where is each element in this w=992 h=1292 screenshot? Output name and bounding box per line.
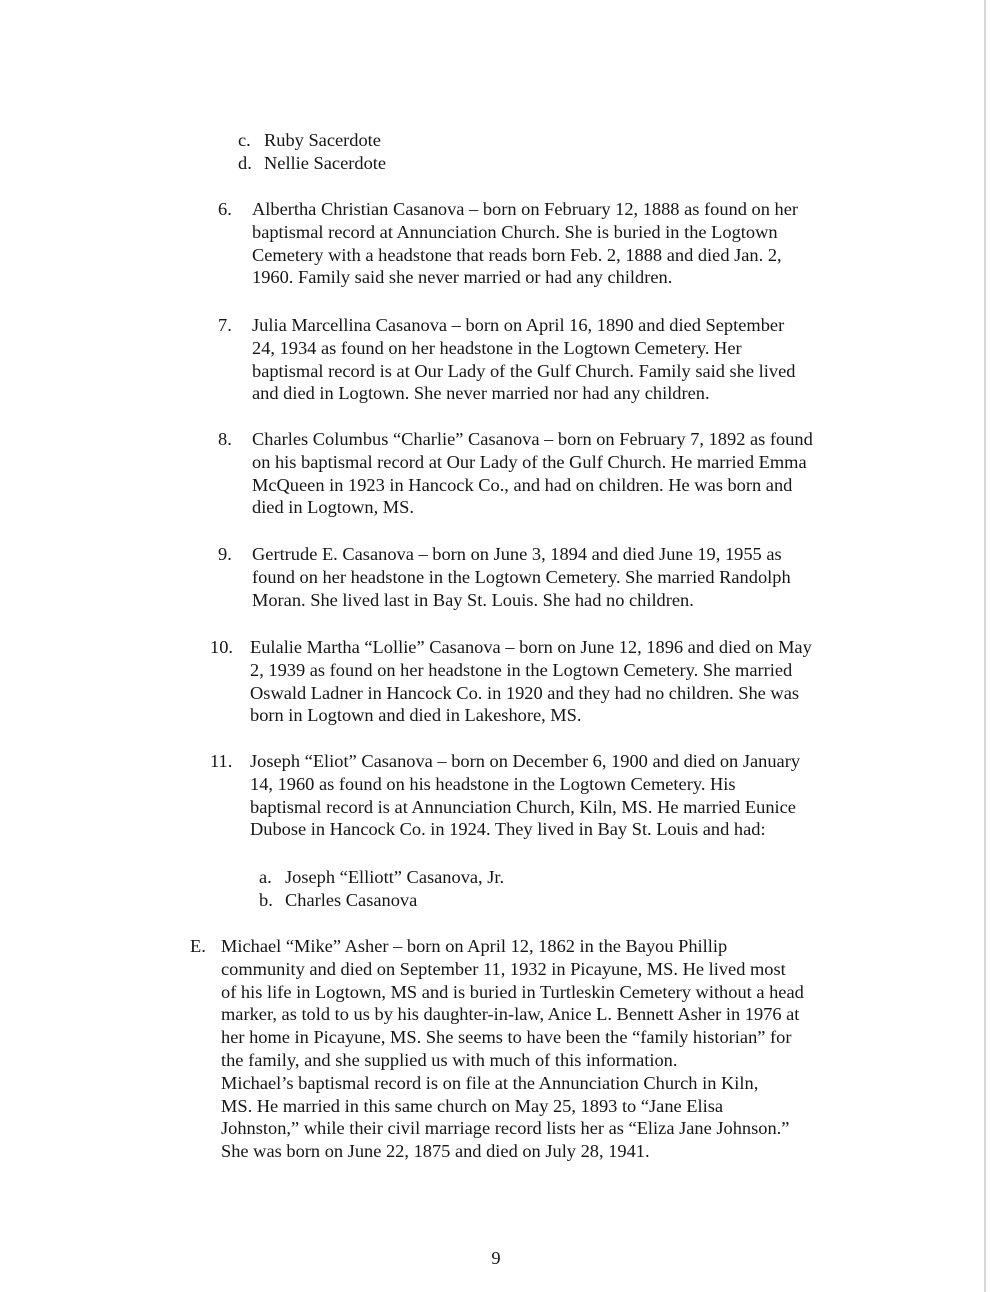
scan-edge-line	[984, 0, 986, 1292]
entry-11	[210, 750, 878, 841]
page-number: 9	[491, 1248, 501, 1268]
section-e	[190, 935, 870, 1163]
sub-item-d	[238, 152, 618, 175]
list-marker: 7.	[218, 315, 232, 335]
list-marker: 6.	[218, 199, 232, 219]
list-item-text: Ruby Sacerdote	[264, 130, 381, 150]
entry-text: Joseph “Eliot” Casanova – born on December 6, 1900 and died on January 14, 1960 as found on his headstone in the Logtown Cemetery. His baptismal record is at Annunciation Church, Kiln, MS. He married Eunice Dubose in Hancock Co. in 1924. They lived in Bay St. Louis and had:	[250, 751, 801, 840]
list-marker: d.	[238, 153, 252, 173]
list-marker: 10.	[210, 637, 233, 657]
entry-text: Charles Columbus “Charlie” Casanova – born on February 7, 1892 as found on his baptismal record at Our Lady of the Gulf Church. He married Emma McQueen in 1923 in Hancock Co., and had on children. He was born and died in Logtown, MS.	[252, 429, 813, 518]
section-paragraph-1: Michael “Mike” Asher – born on April 12, 1862 in the Bayou Phillip community and died on September 11, 1932 in Picayune, MS. He lived most of his life in Logtown, MS and is buried in Turtleskin Cemetery without a head marker, as told to us by his daughter-in-law, Anice L. Bennett Asher in 1976 at her home in Picayune, MS. She seems to have been the “family historian” for the family, and she supplied us with much of this information.	[221, 936, 804, 1070]
list-marker: 9.	[218, 544, 232, 564]
sub-item-b	[259, 889, 639, 912]
list-item-text: Nellie Sacerdote	[264, 153, 387, 173]
entry-8	[218, 428, 878, 519]
list-item-text: Joseph “Elliott” Casanova, Jr.	[285, 867, 505, 887]
entry-6	[218, 198, 878, 289]
entry-10	[210, 636, 878, 727]
list-item-text: Charles Casanova	[285, 890, 418, 910]
entry-text: Julia Marcellina Casanova – born on April 16, 1890 and died September 24, 1934 as found on her headstone in the Logtown Cemetery. Her baptismal record is at Our Lady of the Gulf Church. Family said she lived and died in Logtown. She never married nor had any children.	[252, 315, 796, 404]
list-marker: b.	[259, 890, 273, 910]
entry-9	[218, 543, 878, 611]
section-paragraph-2: Michael’s baptismal record is on file at the Annunciation Church in Kiln, MS. He married in this same church on May 25, 1893 to “Jane Elisa Johnston,” while their civil marriage record lists her as “Eliza Jane Johnson.” She was born on June 22, 1875 and died on July 28, 1941.	[221, 1072, 790, 1162]
list-marker: a.	[259, 867, 272, 887]
list-marker: 8.	[218, 429, 232, 449]
entry-text: Eulalie Martha “Lollie” Casanova – born on June 12, 1896 and died on May 2, 1939 as found on her headstone in the Logtown Cemetery. She married Oswald Ladner in Hancock Co. in 1920 and they had no children. She was born in Logtown and died in Lakeshore, MS.	[250, 637, 812, 726]
entry-7	[218, 314, 878, 405]
section-marker: E.	[190, 936, 206, 956]
sub-item-c	[238, 129, 618, 152]
entry-text: Albertha Christian Casanova – born on February 12, 1888 as found on her baptismal record at Annunciation Church. She is buried in the Logtown Cemetery with a headstone that reads born Feb. 2, 1888 and died Jan. 2, 1960. Family said she never married or had any children.	[252, 199, 798, 288]
sub-item-a	[259, 866, 639, 889]
entry-text: Gertrude E. Casanova – born on June 3, 1894 and died June 19, 1955 as found on her headstone in the Logtown Cemetery. She married Randolph Moran. She lived last in Bay St. Louis. She had no children.	[252, 544, 791, 610]
list-marker: c.	[238, 130, 251, 150]
list-marker: 11.	[210, 751, 233, 771]
